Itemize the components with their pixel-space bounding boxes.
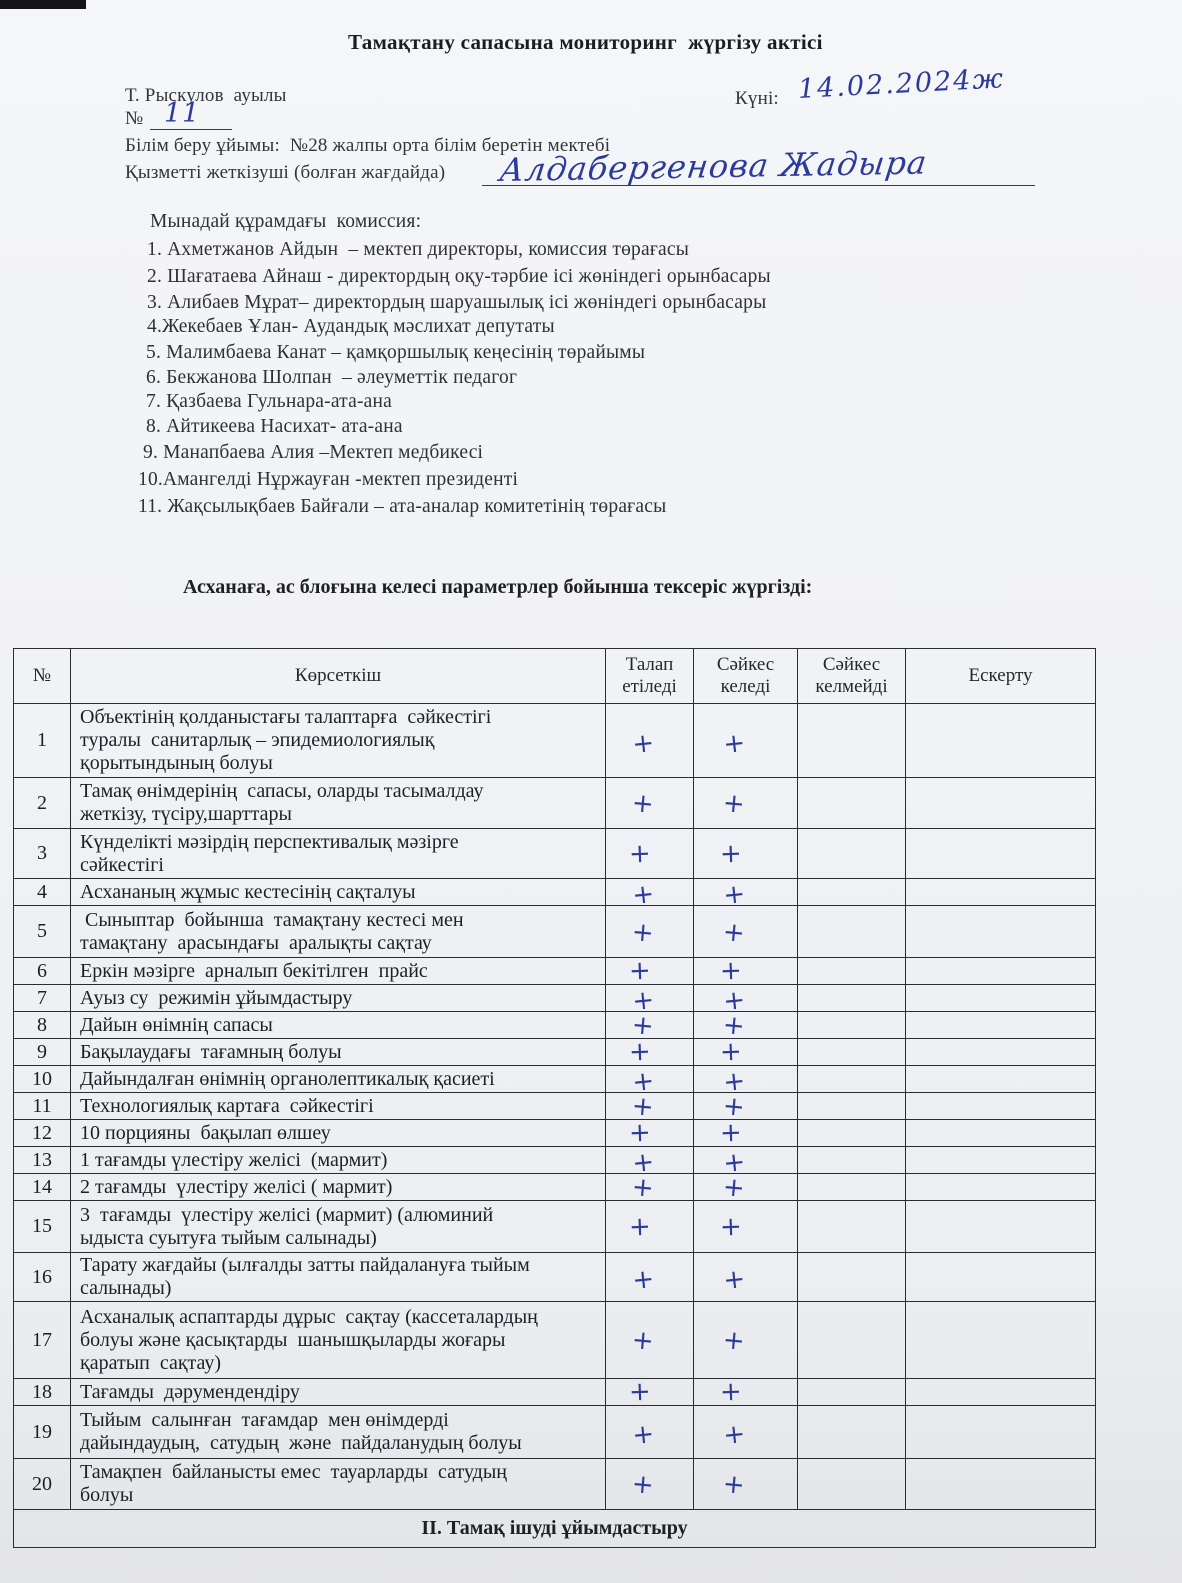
row-indicator: Дайын өнімнің сапасы [71,1012,606,1039]
required-mark: + [630,727,656,760]
row-indicator: 2 тағамды үлестіру желісі ( мармит) [71,1174,606,1201]
compliant-mark: + [721,788,746,820]
note-cell [906,1039,1096,1066]
commission-member: 5. Малимбаева Канат – қамқоршылық кеңесінің төрайымы [146,342,646,363]
table-row [14,1093,1096,1120]
row-number: 14 [14,1174,71,1201]
non-compliant-cell [798,985,906,1012]
row-number: 3 [14,829,71,879]
row-number: 7 [14,985,71,1012]
table-row [14,879,1096,906]
table-row [14,1039,1096,1066]
note-cell [906,1201,1096,1253]
section-footer-title: II. Тамақ ішуді ұйымдастыру [14,1510,1096,1548]
compliant-mark: + [719,955,742,987]
row-indicator: Тағамды дәрумендендіру [71,1379,606,1406]
table-row [14,1147,1096,1174]
note-cell [906,906,1096,958]
non-compliant-cell [798,1379,906,1406]
row-indicator: Күнделікті мәзірдің перспективалық мәзірге сәйкестігі [71,829,606,879]
compliant-cell [694,1302,798,1379]
row-number: 16 [14,1253,71,1302]
compliant-mark: + [721,1172,746,1204]
non-compliant-cell [798,704,906,778]
compliant-mark: + [721,878,747,912]
required-mark: + [630,1325,655,1357]
supplier-label: Қызметті жеткізуші (болған жағдайда) [125,162,446,183]
compliant-mark: + [721,1469,746,1501]
required-mark: + [630,1469,655,1501]
row-indicator: 1 тағамды үлестіру желісі (мармит) [71,1147,606,1174]
date-value-handwritten: 14.02.2024ж [797,63,1006,105]
table-header-row [14,649,1096,704]
note-cell [906,1066,1096,1093]
row-indicator: Тарату жағдайы (ылғалды затты пайдалануға тыйым салынады) [71,1253,606,1302]
non-compliant-cell [798,906,906,958]
row-number: 17 [14,1302,71,1379]
row-number: 13 [14,1147,71,1174]
non-compliant-cell [798,778,906,829]
row-indicator: Асханалық аспаптарды дұрыс сақтау (кассеталардың болуы және қасықтарды шанышқыларды жоғары қаратып сақтау) [71,1302,606,1379]
compliant-mark: + [721,1010,746,1042]
required-mark: + [630,916,655,949]
non-compliant-cell [798,1459,906,1510]
table-row [14,1120,1096,1147]
row-indicator: Ауыз су режимін ұйымдастыру [71,985,606,1012]
note-cell [906,1012,1096,1039]
required-mark: + [628,1211,651,1242]
required-cell [606,878,694,912]
row-indicator: Объектінің қолданыстағы талаптарға сәйкестігі туралы санитарлық – эпидемиологиялық қорытындының болуы [71,704,606,778]
header-note: Ескерту [906,649,1096,704]
compliant-cell [694,1065,798,1099]
commission-member: 4.Жекебаев Ұлан- Аудандық мәслихат депутаты [147,316,555,337]
required-mark: + [630,788,655,820]
table-row [14,778,1096,829]
non-compliant-cell [798,879,906,906]
note-cell [906,985,1096,1012]
compliant-mark: + [719,1036,742,1068]
compliant-cell [694,1253,798,1302]
required-mark: + [630,1263,656,1297]
header-compliant: Сәйкес келеді [694,649,798,704]
commission-heading: Мынадай құрамдағы комиссия: [150,211,422,232]
compliant-mark: + [721,984,747,1018]
note-cell [906,704,1096,778]
table-row [14,829,1096,879]
document-title: Тамақтану сапасына мониторинг жүргізу актісі [348,30,823,54]
row-indicator: Тамақ өнімдерінің сапасы, оларды тасымалдау жеткізу, түсіру,шарттары [71,778,606,829]
table-row [14,1174,1096,1201]
required-cell [606,1459,694,1510]
note-cell [906,1253,1096,1302]
number-value-handwritten: 11 [164,98,201,129]
row-indicator: Сыныптар бойынша тамақтану кестесі мен тамақтану арасындағы аралықты сақтау [71,906,606,958]
compliant-cell [694,1376,798,1408]
required-cell [606,955,694,987]
note-cell [906,1093,1096,1120]
row-number: 5 [14,906,71,958]
commission-member: 2. Шағатаева Айнаш - директордың оқу-тәрбие ісі жөніндегі орынбасары [147,266,771,287]
non-compliant-cell [798,1147,906,1174]
note-cell [906,1302,1096,1379]
table-row [14,704,1096,778]
required-cell [606,906,694,958]
non-compliant-cell [798,958,906,985]
commission-member: 11. Жақсылықбаев Байғали – ата-аналар комитетінің төрағасы [138,496,667,517]
row-number: 18 [14,1379,71,1406]
inspection-table [13,648,1096,1548]
row-indicator: Еркін мәзірге арналып бекітілген прайс [71,958,606,985]
required-cell [606,1036,694,1068]
header-non-compliant: Сәйкес келмейді [798,649,906,704]
compliant-mark: + [721,1418,747,1452]
compliant-mark: + [721,1146,747,1180]
compliant-cell [694,1146,798,1180]
commission-member: 8. Айтикеева Насихат- ата-ана [146,416,403,437]
compliant-cell [694,906,798,958]
row-number: 11 [14,1093,71,1120]
non-compliant-cell [798,1120,906,1147]
required-cell [606,1253,694,1302]
note-cell [906,879,1096,906]
row-indicator: Дайындалған өнімнің органолептикалық қасиеті [71,1066,606,1093]
table-row [14,1302,1096,1379]
required-mark: + [630,1010,655,1042]
row-number: 1 [14,704,71,778]
required-mark: + [628,1117,651,1149]
compliant-cell [694,829,798,879]
note-cell [906,778,1096,829]
table-row [14,1406,1096,1459]
required-mark: + [630,1065,656,1099]
compliant-cell [694,1091,798,1123]
date-label: Күні: [735,88,779,109]
required-cell [606,1010,694,1042]
compliant-cell [694,1010,798,1042]
non-compliant-cell [798,1201,906,1253]
compliant-cell [694,984,798,1018]
non-compliant-cell [798,1066,906,1093]
inspection-heading: Асханаға, ас блоғына келесі параметрлер бойынша тексеріс жүргізді: [183,576,813,598]
row-number: 15 [14,1201,71,1253]
required-cell [606,1201,694,1253]
required-cell [606,829,694,879]
compliant-cell [694,778,798,829]
required-cell [606,1172,694,1204]
note-cell [906,1120,1096,1147]
table-row [14,958,1096,985]
row-indicator: Технологиялық картаға сәйкестігі [71,1093,606,1120]
commission-member: 1. Ахметжанов Айдын – мектеп директоры, комиссия төрағасы [147,239,690,260]
row-number: 4 [14,879,71,906]
table-row [14,985,1096,1012]
required-mark: + [628,955,651,987]
non-compliant-cell [798,1012,906,1039]
compliant-mark: + [721,727,747,760]
compliant-mark: + [719,1117,742,1149]
row-indicator: 10 порцияны бақылап өлшеу [71,1120,606,1147]
required-mark: + [630,1146,656,1180]
non-compliant-cell [798,1406,906,1459]
organization-line: Білім беру ұйымы: №28 жалпы орта білім беретін мектебі [125,135,611,156]
note-cell [906,1174,1096,1201]
required-cell [606,984,694,1018]
row-number: 6 [14,958,71,985]
non-compliant-cell [798,1093,906,1120]
commission-member: 7. Қазбаева Гульнара-ата-ана [146,391,393,412]
required-cell [606,1117,694,1149]
table-row [14,1066,1096,1093]
compliant-cell [694,1201,798,1253]
note-cell [906,1459,1096,1510]
required-mark: + [630,1172,655,1204]
non-compliant-cell [798,1039,906,1066]
row-indicator: 3 тағамды үлестіру желісі (мармит) (алюминий ыдыста суытуға тыйым салынады) [71,1201,606,1253]
compliant-mark: + [721,1091,746,1123]
compliant-mark: + [721,916,746,949]
section-footer-row [14,1510,1096,1548]
compliant-mark: + [721,1263,747,1297]
table-row [14,906,1096,958]
compliant-cell [694,1036,798,1068]
compliant-mark: + [719,838,742,869]
required-cell [606,1146,694,1180]
commission-member: 10.Амангелді Нұржауған -мектеп президенті [138,469,519,490]
number-label: № [125,108,144,129]
required-cell [606,1065,694,1099]
row-indicator: Асхананың жұмыс кестесінің сақталуы [71,879,606,906]
row-number: 8 [14,1012,71,1039]
compliant-mark: + [721,1325,746,1357]
compliant-cell [694,1117,798,1149]
note-cell [906,958,1096,985]
row-number: 9 [14,1039,71,1066]
required-cell [606,1376,694,1408]
compliant-cell [694,878,798,912]
row-number: 2 [14,778,71,829]
number-underline [150,129,232,130]
required-cell [606,1091,694,1123]
table-row [14,1012,1096,1039]
row-number: 19 [14,1406,71,1459]
compliant-cell [694,1172,798,1204]
required-mark: + [628,1036,651,1068]
non-compliant-cell [798,1302,906,1379]
village-name: Т. Рыскулов ауылы [125,85,287,106]
note-cell [906,1406,1096,1459]
required-cell [606,1406,694,1459]
header-required: Талап етіледі [606,649,694,704]
compliant-cell [694,955,798,987]
compliant-cell [694,704,798,778]
table-row [14,1459,1096,1510]
photo-corner-shadow [0,0,86,9]
required-cell [606,778,694,829]
required-mark: + [628,1376,651,1408]
required-cell [606,1302,694,1379]
table-row [14,1379,1096,1406]
commission-member: 3. Алибаев Мұрат– директордың шаруашылық ісі жөніндегі орынбасары [147,292,767,313]
row-indicator: Бақылаудағы тағамның болуы [71,1039,606,1066]
non-compliant-cell [798,829,906,879]
compliant-mark: + [721,1065,747,1099]
compliant-mark: + [719,1211,742,1242]
required-mark: + [630,878,656,912]
header-number: № [14,649,71,704]
non-compliant-cell [798,1174,906,1201]
row-number: 20 [14,1459,71,1510]
row-number: 10 [14,1066,71,1093]
compliant-cell [694,1406,798,1459]
note-cell [906,1379,1096,1406]
header-indicator: Көрсеткіш [71,649,606,704]
note-cell [906,1147,1096,1174]
supplier-name-handwritten: Алдабергенова Жадыра [497,143,930,190]
commission-member: 9. Манапбаева Алия –Мектеп медбикесі [143,442,484,463]
row-indicator: Тамақпен байланысты емес тауарларды сатудың болуы [71,1459,606,1510]
row-number: 12 [14,1120,71,1147]
table-row [14,1253,1096,1302]
commission-member: 6. Бекжанова Шолпан – әлеуметтік педагог [146,367,518,388]
non-compliant-cell [798,1253,906,1302]
note-cell [906,829,1096,879]
required-mark: + [630,984,656,1018]
required-mark: + [628,838,651,869]
table-row [14,1201,1096,1253]
required-mark: + [630,1091,655,1123]
row-indicator: Тыйым салынған тағамдар мен өнімдерді дайындаудың, сатудың және пайдаланудың болуы [71,1406,606,1459]
compliant-mark: + [719,1376,742,1408]
required-cell [606,704,694,778]
required-mark: + [630,1418,656,1452]
compliant-cell [694,1459,798,1510]
